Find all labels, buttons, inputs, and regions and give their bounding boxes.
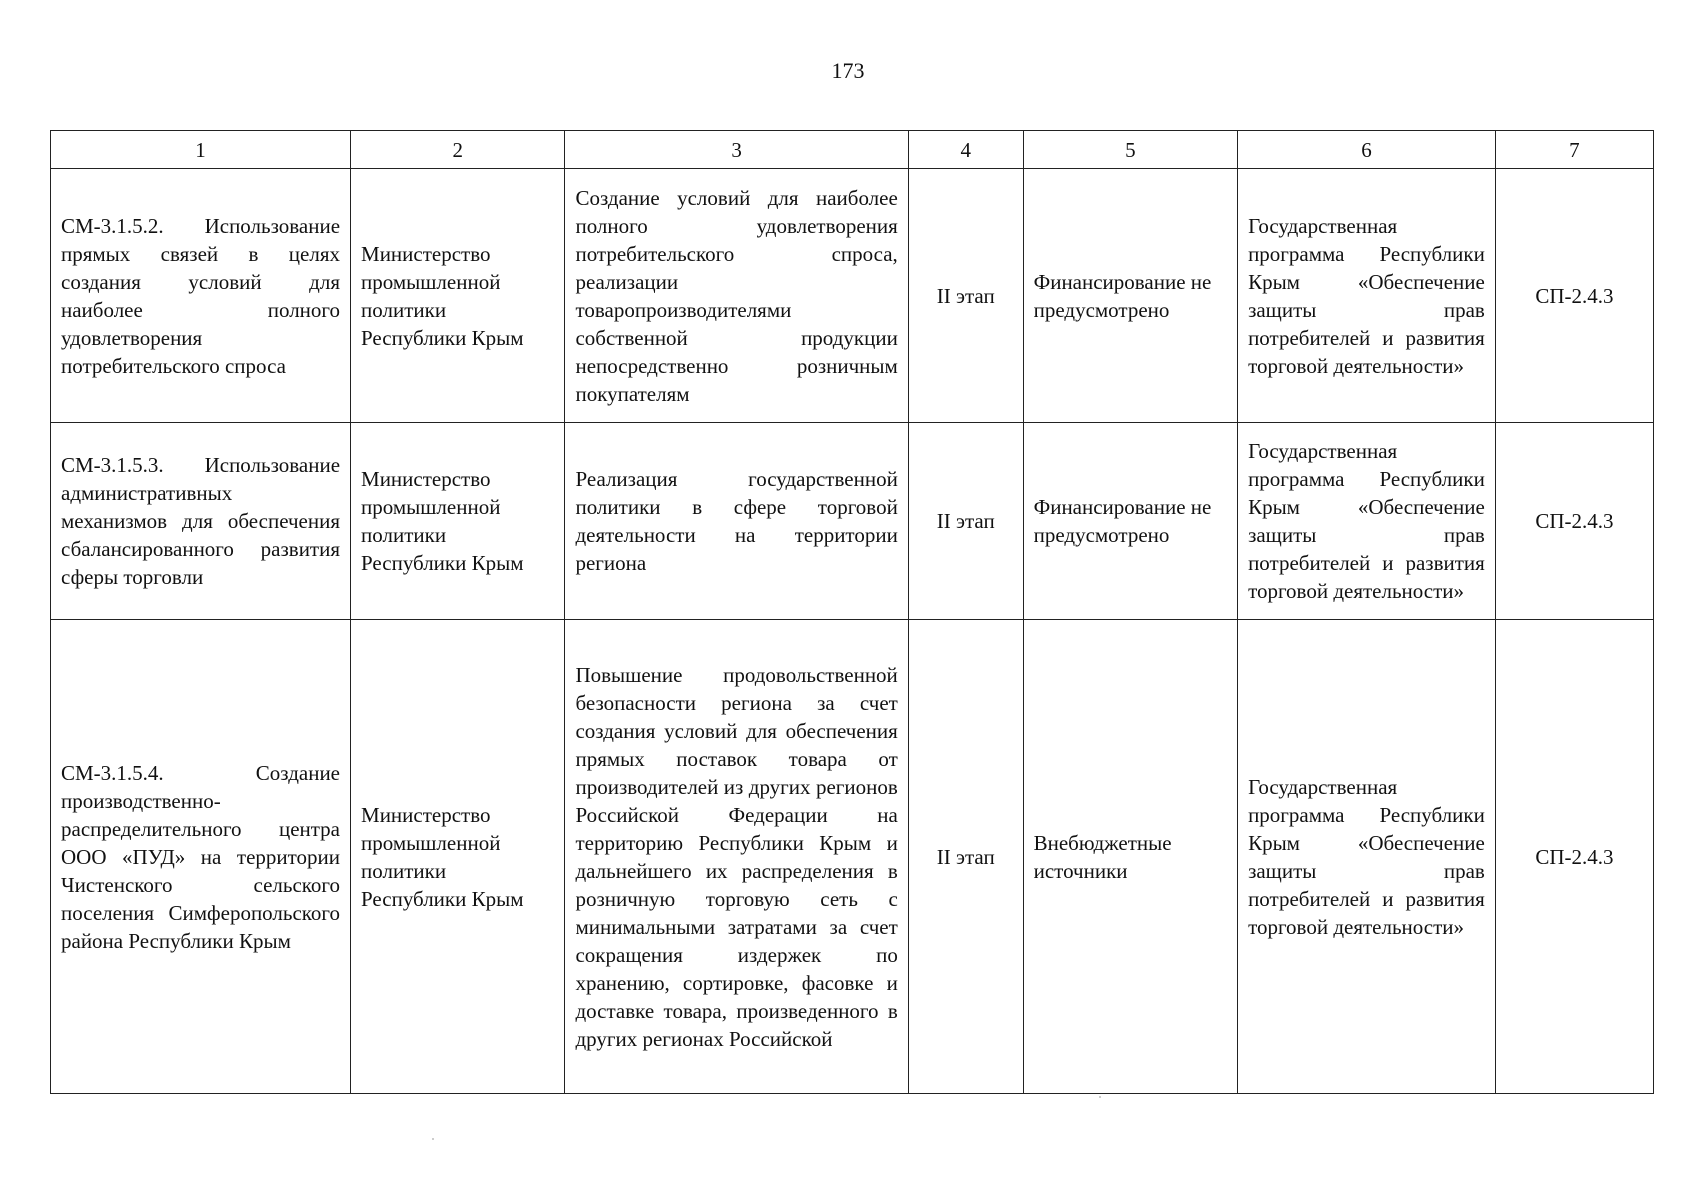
financing-cell: Финансирование не предусмотрено bbox=[1023, 423, 1237, 620]
measure-cell: СМ-3.1.5.3. Использование административных механизмов для обеспечения сбалансированного развития сферы торговли bbox=[51, 423, 351, 620]
scan-speck bbox=[432, 1138, 434, 1140]
column-header: 3 bbox=[565, 131, 908, 169]
description-cell: Повышение продовольственной безопасности региона за счет создания условий для обеспечения прямых поставок товара от производителей из других регионов Российской Федерации на территорию Республики Крым и дальнейшего их распределения в розничную торговую сеть с минимальными затратами за счет сокращения издержек по хранению, сортировке, фасовке и доставке товара, произведенного в других регионах Российской bbox=[565, 620, 908, 1094]
column-header: 2 bbox=[351, 131, 565, 169]
financing-cell: Внебюджетные источники bbox=[1023, 620, 1237, 1094]
financing-cell: Финансирование не предусмотрено bbox=[1023, 169, 1237, 423]
scan-speck bbox=[1099, 1096, 1101, 1098]
responsible-cell: Министерство промышленной политики Республики Крым bbox=[351, 423, 565, 620]
program-cell: Государственная программа Республики Крым «Обеспечение защиты прав потребителей и развития торговой деятельности» bbox=[1238, 423, 1496, 620]
code-cell: СП-2.4.3 bbox=[1495, 620, 1653, 1094]
program-cell: Государственная программа Республики Крым «Обеспечение защиты прав потребителей и развития торговой деятельности» bbox=[1238, 169, 1496, 423]
table-row bbox=[51, 423, 1654, 620]
description-cell: Создание условий для наиболее полного удовлетворения потребительского спроса, реализации товаропроизводителями собственной продукции непосредственно розничным покупателям bbox=[565, 169, 908, 423]
program-cell: Государственная программа Республики Крым «Обеспечение защиты прав потребителей и развития торговой деятельности» bbox=[1238, 620, 1496, 1094]
column-header: 1 bbox=[51, 131, 351, 169]
measure-cell: СМ-3.1.5.4. Создание производственно-распределительного центра ООО «ПУД» на территории Чистенского сельского поселения Симферопольского района Республики Крым bbox=[51, 620, 351, 1094]
responsible-cell: Министерство промышленной политики Республики Крым bbox=[351, 620, 565, 1094]
responsible-cell: Министерство промышленной политики Республики Крым bbox=[351, 169, 565, 423]
measure-cell: СМ-3.1.5.2. Использование прямых связей в целях создания условий для наиболее полного удовлетворения потребительского спроса bbox=[51, 169, 351, 423]
stage-cell: II этап bbox=[908, 620, 1023, 1094]
stage-cell: II этап bbox=[908, 169, 1023, 423]
column-header: 5 bbox=[1023, 131, 1237, 169]
page-number: 173 bbox=[831, 58, 865, 83]
table-header-row bbox=[51, 131, 1654, 169]
stage-cell: II этап bbox=[908, 423, 1023, 620]
code-cell: СП-2.4.3 bbox=[1495, 423, 1653, 620]
table-row bbox=[51, 620, 1654, 1094]
column-header: 4 bbox=[908, 131, 1023, 169]
measures-table bbox=[50, 130, 1654, 1094]
column-header: 7 bbox=[1495, 131, 1653, 169]
column-header: 6 bbox=[1238, 131, 1496, 169]
description-cell: Реализация государственной политики в сфере торговой деятельности на территории региона bbox=[565, 423, 908, 620]
table-row bbox=[51, 169, 1654, 423]
code-cell: СП-2.4.3 bbox=[1495, 169, 1653, 423]
